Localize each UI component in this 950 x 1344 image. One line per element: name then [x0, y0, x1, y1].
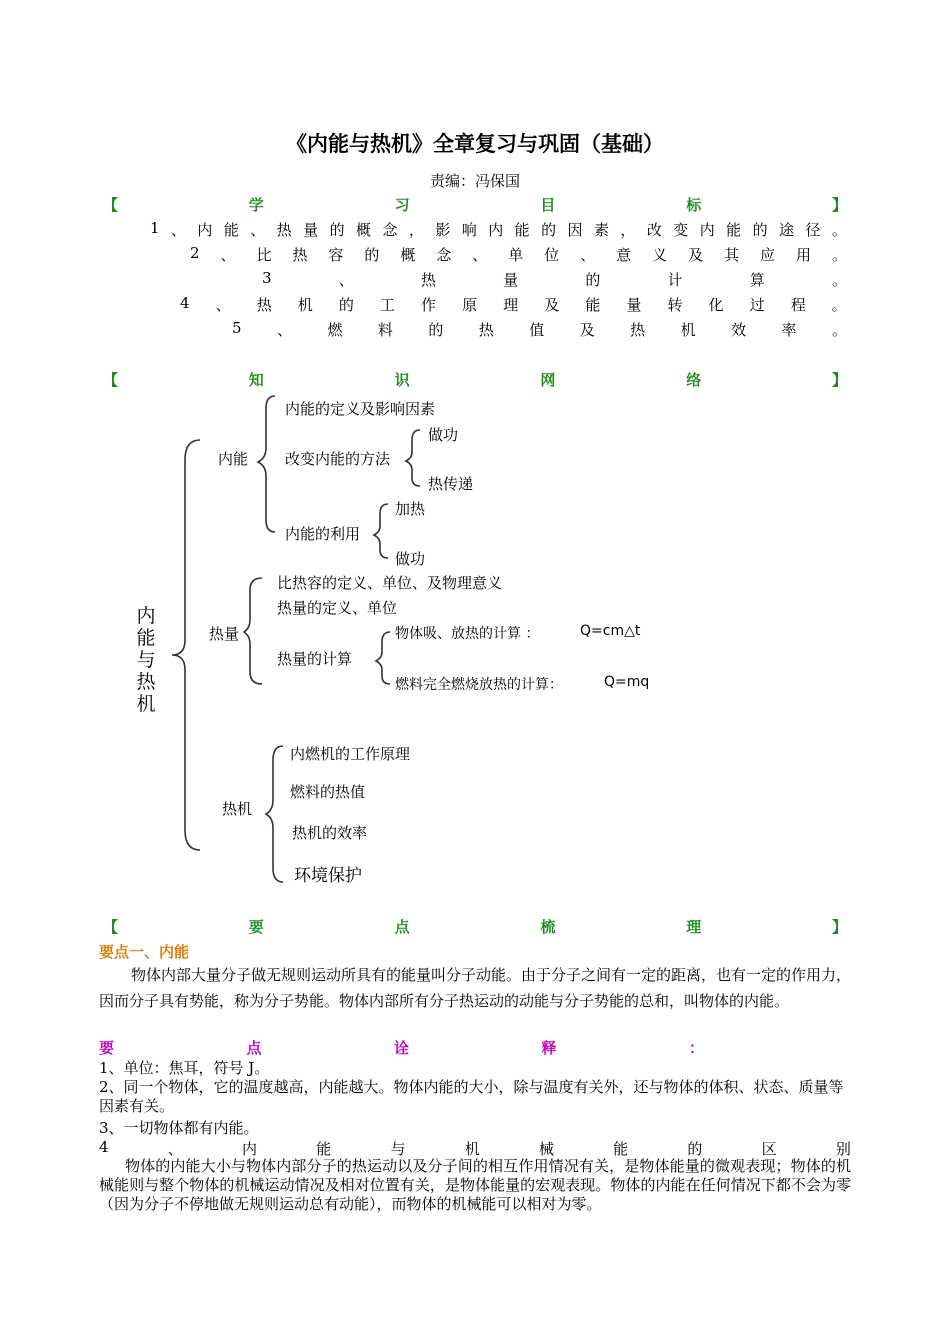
goal-char: 机: [297, 296, 313, 314]
goal-char: 用: [796, 246, 812, 264]
header-char: 习: [394, 196, 410, 214]
goal-char: 。: [831, 271, 847, 289]
page-title: 《内能与热机》全章复习与巩固（基础）: [286, 132, 664, 156]
goal-char: 的: [428, 321, 444, 339]
item4-char: 内: [242, 1140, 258, 1158]
mindmap-node: 热机的效率: [292, 824, 368, 842]
goal-char: 的: [329, 221, 345, 239]
goal-char: 工: [379, 296, 395, 314]
explain-item: 3、一切物体都有内能。: [99, 1119, 259, 1137]
mindmap-node: 环境保护: [294, 866, 362, 886]
explain-paragraph: 物体的内能大小与物体内部分子的热运动以及分子间的相互作用情况有关，是物体能量的微观表现；物体的机械能则与整个物体的机械运动情况及相对位置有关，是物体能量的宏观表现。物体的内能在任何情况下都不会为零（因为分子不停地做无规则运动总有动能），而物体的机械能可以相对为零。: [99, 1157, 851, 1213]
mindmap-node: 热量的定义、单位: [277, 599, 398, 617]
explain-char: 点: [246, 1039, 262, 1057]
explain-item: 2、同一个物体，它的温度越高，内能越大。物体内能的大小，除与温度有关外，还与物体的体积、状态、质量等因素有关。: [99, 1078, 844, 1115]
section-header-points: [103, 916, 847, 937]
item4-char: 区: [761, 1140, 777, 1158]
goal-char: 内: [488, 221, 504, 239]
mindmap-node: 做功: [428, 426, 459, 444]
goal-char: 内: [699, 221, 715, 239]
goal-char: 、: [220, 246, 236, 264]
goal-char: 1: [150, 219, 160, 237]
mindmap-node-reji: 热机: [222, 800, 253, 818]
goal-char: 单: [508, 246, 524, 264]
goal-char: 过: [749, 296, 765, 314]
goal-char: 、: [276, 321, 292, 339]
header-char: 理: [686, 918, 702, 936]
header-char: 标: [686, 196, 702, 214]
goal-char: 原: [462, 296, 478, 314]
item4-char: 4: [99, 1138, 109, 1156]
point-paragraph: 物体内部大量分子做无规则运动所具有的能量叫分子动能。由于分子之间有一定的距离，也有一定的作用力，因而分子具有势能，称为分子势能。物体内部所有分子热运动的动能与分子势能的总和，叫物体的内能。: [99, 966, 852, 1010]
mindmap-root: 内能与热机: [136, 605, 156, 715]
mindmap-node: 加热: [395, 500, 426, 518]
goal-char: 5: [232, 319, 242, 337]
goal-char: 。: [831, 221, 847, 239]
header-char: 知: [248, 371, 264, 389]
goal-char: 途: [779, 221, 795, 239]
goal-char: 及: [544, 296, 560, 314]
goal-char: 因: [567, 221, 583, 239]
goal-char: 。: [831, 246, 847, 264]
author-line: 责编：冯保国: [429, 172, 520, 190]
goal-char: 化: [708, 296, 724, 314]
goal-char: 3: [262, 269, 272, 287]
explain-char: 要: [99, 1039, 115, 1057]
header-char: 网: [540, 371, 556, 389]
mindmap-node: 内能的定义及影响因素: [285, 400, 436, 418]
goal-char: 及: [579, 321, 595, 339]
mindmap-node: 热传递: [428, 475, 474, 493]
goal-char: 应: [760, 246, 776, 264]
goal-char: 影: [435, 221, 451, 239]
mindmap-node-neineng: 内能: [218, 450, 249, 468]
goal-char: 、: [250, 221, 266, 239]
header-char: 点: [394, 918, 410, 936]
goal-char: 转: [667, 296, 683, 314]
goal-char: 念: [382, 221, 398, 239]
goal-char: 效: [731, 321, 747, 339]
mindmap-node: 燃料的热值: [290, 783, 366, 801]
goal-char: 。: [831, 296, 847, 314]
item4-char: 的: [687, 1140, 703, 1158]
goal-char: 燃: [327, 321, 343, 339]
item4-char: 能: [613, 1140, 629, 1158]
header-char: 学: [248, 196, 264, 214]
mindmap-node: 比热容的定义、单位、及物理意义: [277, 574, 503, 592]
goal-char: 变: [673, 221, 689, 239]
goal-char: 的: [338, 296, 354, 314]
goal-char: ，: [408, 221, 424, 239]
item4-char: 械: [538, 1140, 554, 1158]
bracket-left: 【: [103, 918, 119, 936]
mindmap-node-reliang: 热量: [209, 625, 240, 643]
bracket-right: 】: [831, 918, 847, 936]
goal-char: 的: [752, 221, 768, 239]
header-char: 要: [248, 918, 264, 936]
goal-char: 概: [400, 246, 416, 264]
goal-char: 理: [503, 296, 519, 314]
goal-char: 其: [724, 246, 740, 264]
goal-char: 热: [256, 296, 272, 314]
goal-char: 能: [585, 296, 601, 314]
goal-char: 热: [420, 271, 436, 289]
goal-char: 值: [529, 321, 545, 339]
goal-char: 。: [831, 321, 847, 339]
goal-char: 径: [805, 221, 821, 239]
goal-char: 比: [256, 246, 272, 264]
explain-item-4: [99, 1138, 851, 1159]
goal-char: 热: [276, 221, 292, 239]
header-char: 识: [394, 371, 410, 389]
goal-char: 率: [781, 321, 797, 339]
goal-char: 2: [190, 244, 200, 262]
mindmap-formula: Q=cm△t: [580, 623, 641, 639]
goal-char: ，: [620, 221, 636, 239]
goal-char: 计: [667, 271, 683, 289]
goal-char: 机: [680, 321, 696, 339]
item4-char: 与: [390, 1140, 406, 1158]
explain-char: ：: [688, 1039, 704, 1057]
header-char: 梳: [540, 918, 556, 936]
goal-char: 、: [170, 221, 186, 239]
goal-char: 热: [292, 246, 308, 264]
goal-char: 念: [436, 246, 452, 264]
mindmap-node: 改变内能的方法: [285, 450, 391, 468]
goal-char: 及: [688, 246, 704, 264]
goal-char: 能: [726, 221, 742, 239]
goal-char: 、: [338, 271, 354, 289]
goal-char: 热: [630, 321, 646, 339]
goal-char: 容: [328, 246, 344, 264]
goal-char: 能: [223, 221, 239, 239]
goal-char: 料: [377, 321, 393, 339]
goal-char: 能: [514, 221, 530, 239]
goal-char: 作: [421, 296, 437, 314]
goal-char: 热: [478, 321, 494, 339]
goal-char: 的: [364, 246, 380, 264]
explain-heading: [99, 1037, 704, 1058]
goal-char: 量: [503, 271, 519, 289]
explain-char: 释: [541, 1039, 557, 1057]
header-char: 络: [686, 371, 702, 389]
goal-char: 量: [303, 221, 319, 239]
goal-char: 4: [180, 294, 190, 312]
mindmap-node: 做功: [395, 550, 426, 568]
goal-char: 算: [749, 271, 765, 289]
goal-char: 响: [461, 221, 477, 239]
item4-char: 、: [167, 1140, 183, 1158]
mindmap-node: 燃料完全燃烧放热的计算：: [395, 677, 563, 693]
goal-char: 改: [646, 221, 662, 239]
goal-char: 的: [541, 221, 557, 239]
goal-char: 意: [616, 246, 632, 264]
item4-char: 机: [464, 1140, 480, 1158]
mindmap-formula: Q=mq: [604, 674, 650, 690]
goal-char: 内: [197, 221, 213, 239]
point-heading: 要点一、内能: [99, 943, 190, 961]
goal-char: 、: [472, 246, 488, 264]
item4-char: 能: [316, 1140, 332, 1158]
goal-char: 程: [790, 296, 806, 314]
goal-char: 、: [215, 296, 231, 314]
mindmap-node: 热量的计算: [277, 650, 353, 668]
goal-char: 义: [652, 246, 668, 264]
bracket-left: 【: [103, 371, 119, 389]
goal-char: 量: [626, 296, 642, 314]
goal-char: 位: [544, 246, 560, 264]
explain-item: 1、单位：焦耳，符号 J。: [99, 1059, 270, 1077]
goal-char: 素: [593, 221, 609, 239]
goal-char: 、: [580, 246, 596, 264]
mindmap-node: 内燃机的工作原理: [290, 745, 411, 763]
bracket-left: 【: [103, 196, 119, 214]
mindmap-node: 物体吸、放热的计算 ：: [395, 626, 540, 642]
bracket-right: 】: [831, 196, 847, 214]
header-char: 目: [540, 196, 556, 214]
goal-char: 的: [585, 271, 601, 289]
bracket-right: 】: [831, 371, 847, 389]
mindmap-node: 内能的利用: [285, 525, 361, 543]
goal-char: 概: [356, 221, 372, 239]
item4-char: 别: [835, 1140, 851, 1158]
explain-char: 诠: [393, 1039, 409, 1057]
